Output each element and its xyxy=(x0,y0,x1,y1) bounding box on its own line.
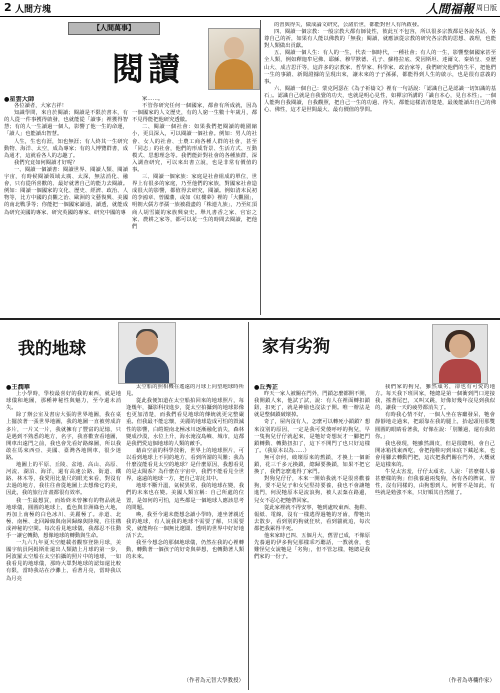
section-divider xyxy=(0,318,500,320)
edition-label: 周日版 xyxy=(476,4,497,12)
paragraph-list xyxy=(4,103,128,217)
paragraph: 我至今想念的那個地球儀，仍然在我的心裡轉動，轉動著一個孩子的好奇與夢想，也轉動著人類的未來。 xyxy=(126,540,244,561)
author-photo-robe xyxy=(215,59,253,89)
paragraph: 地球不斷升溫，氣候異常，我的地球在變，我們的未來也在變。美國人類宣稱：自己所處的位置，是如何的可怕，這些都是一個地球人應該思考的問題。 xyxy=(126,483,244,511)
paragraph: 從此家裡就不得安寧，牠到處咬東西、拖鞋、報紙、電線，沒有一樣逃得過牠的牙齒，帶牠出去散步，看到別的狗就狂吠，看到貓就追，每次都把我累得半死。 xyxy=(254,504,370,532)
paragraph: 地圖上的平原、丘陵、盆地、高山、高原、河流、湖泊、海洋，還有高速公路、街道、鐵路、林木等，我愛用比量尺的眼光來看，對沒有去過的地方，我往往會從地圖上去想像它的美，因此，我的旅行計畫都很有效率。 xyxy=(6,462,121,497)
paragraph: 六、閱讀一個自己：蒙克阿瑟在《為子祈禱文》裡有一句話說：「認識自己是認識一切知識的基石」。認識自己就是自我覺的功夫，也就是明心見性，如禪宗所講的「識自本心，見自本性」。一個人能夠自我閱讀，自我觀照，把自己一生的功過、得失、都能這樣清清楚楚，最後能讀出自己的佛心、佛性，這才是世間最大、最有價值的學問。 xyxy=(264,85,496,114)
paragraph: 有時我心情不好，一個人坐在客廳發呆，牠會靜靜地走過來，把頭靠在我的腿上，抬起頭用那雙圓圓的眼睛看著我，好像在說：「別難過，還有我陪你。」 xyxy=(375,412,495,440)
paragraph: 三、閱讀一個家族：家庭是社會組成的單位，世界上有很多的家庭，乃至他們的家族，對國家社會造成很大的影響，都值得去研究，閱讀。例如清末民初的李鴻章、曾國藩，或如《紅樓夢》裡的「大觀園」，明朝大儒方孝孺一族被殺盡的「株連九族」，乃至紅頂商人胡雪巖的家族興衰史。舉凡書香之家、官宦之家、農耕之家等，都可以花一生的時間去閱讀，把他們 xyxy=(132,174,257,230)
author-photo xyxy=(208,28,260,90)
article-column-3 xyxy=(264,22,496,316)
author-photo-suit xyxy=(125,357,169,383)
article-title: 家有劣狗 xyxy=(262,337,330,357)
author-photo-face xyxy=(136,331,158,355)
paragraph: 我們究竟如何閱讀才好呢？ xyxy=(14,159,78,166)
paragraph: 不管你研究任何一個國家，都會有所成就，因為一個國家的人文歷史，有的人窮一生數十年歲月，都不見得能把他研究透徹。 xyxy=(132,103,257,124)
author-photo xyxy=(432,324,488,384)
article-title: 閱讀 xyxy=(112,50,185,88)
paragraph: 家……。 xyxy=(142,96,164,102)
paragraph: 他來家時已四、五個月大，舊習已成，不像原先養過的伊多狗兒那樣乖巧聽話，一教就會，也難怪兒女說牠是「劣狗」，但不管怎樣，牠總是我們家的一份子。 xyxy=(254,532,370,561)
author-photo-face xyxy=(449,334,471,358)
paragraph: 各位讀者，大家吉祥！ xyxy=(14,103,67,110)
author-note: （作者為元智大學教授） xyxy=(183,678,244,684)
paragraph: 奇了，屋內沒有人，怎麼可以轉死小鎖鎖？想來沒別的原因，一定是我可愛傻呼呼的狗兒，早一隻狗兒仔仔就起來，是牠好奇想玩才一腳把門鎖轉動、轉動扭扣了，這下不開門了也只好這樣了。（我原本以為……） xyxy=(254,419,370,454)
article-author: ●丘秀芷 xyxy=(254,384,278,391)
article-author: ●王潤華 xyxy=(6,384,30,391)
paragraph: 我們家的狗兒，雖然頑劣，卻也有可愛的地方。每天我下班回家，牠總是第一個衝到門口迎接我，搖著尾巴，又叫又跳，好像好幾年沒見到我似的，讓我一天的疲勞都消失了。 xyxy=(375,384,495,412)
paragraph: 上小學時，學校最喜好的我的東西，就是地球儀和地圖，那種神秘性與魅力，至今還未消失。 xyxy=(6,391,121,412)
author-photo-face xyxy=(224,37,244,59)
author-note: （作者為專欄作家） xyxy=(445,678,495,684)
column-divider xyxy=(260,20,261,315)
article-column-2 xyxy=(375,384,495,674)
author-photo-top xyxy=(439,359,481,383)
paragraph: 知識學問，來自於閱讀；閱讀是不限於書本，有的人從一件事獲得啟發，也就能從「讀事」裡獲得智慧；有的人一生讀過一個人，影響了他一生的命運，「讀人」也能讀出智慧。 xyxy=(4,110,128,138)
article-column-1 xyxy=(6,384,121,690)
paragraph: 昨天一家人被關在門外，門鎖怎麼都開不開，我開鎖人來，他試了試，說：有人在裡面轉扣鎖鈕，扣死了，就是神偷也沒法子開。唯一辦法是就是整個鎖破壞掉。 xyxy=(254,391,370,419)
masthead: 人間福報 xyxy=(425,2,474,16)
paragraph: 喚，我至今還未能想念讀小學時，連坐著親近我的地球，有人說我的地球不需要了解，只需要愛，就能夠在一個無比遼闊、透明的世界中好好地活下去。 xyxy=(126,511,244,539)
paragraph: 藉由空前的科學技術，世界上的地球照片，可以看到地球上不同的地方，看到所謂的災難；我為什麼沒能看見太空的地球？是什麼原因，我想看見的是太陽系？為什麼在宇宙中，我們不能看見全世界，遠遠的地球一方，把自己寄託其中。 xyxy=(126,447,244,483)
paragraph: 我一生最想買，而始終未曾擁有的物品就是地球儀，圓圓的地球上，藍色與非洲綠色大地，再加上南極的白色冰川、美麗極了。赤道、北極、南極、北回歸線與南回歸線與陸塊，往往構成神秘的空間。每次看見地球儀，我都忍不住動手一讓它轉動，想像地球的轉動與生命。 xyxy=(6,497,121,539)
paragraph: 無可奈何，破壞原來的舊鎖，才換上一個新鎖，花三千多元換鎖，總歸要換鎖，如果不把它換了，我們怎麼進得了家門。 xyxy=(254,454,370,476)
paragraph: 對狗兒仔仔，本來一開始我就不是很喜歡養狗，要不是兒子和女兒堅持要養，我也不會讓牠進門，何況牠原本是流浪狗，被人丟棄在路邊，兒女不忍心把牠帶回家。 xyxy=(254,476,370,504)
paragraph: 一九六九年夏天空艇載者觀察登陸月球，美國宇航員阿姆斯壯還出人類踏上月球的第一步，阿波羅太空船在太空拍攝的照片中的地球，一如我看見的地球儀，那時大眾對地球的認知還比較有限，當時我站在沙灘上，看著月亮，當時我以為月亮 xyxy=(6,540,121,582)
page-number: 2 xyxy=(4,1,12,14)
paragraph: 從此我便知道在太空船拍回來的地球照片，每逢幾年，攝影科技進步，從太空拍攝到的地球影像也更加清楚，而我們看見地球的傳統就更完整嚴重。但我最不能忘懷，美麗的地球造成可怕的毀滅性的影響，白皚皚南北極冰川逐漸融化消失，森林變成沙漠，水位上升，海水淹沒島嶼、城市，這都是我們愛這個地球的人類的敵手。 xyxy=(126,398,244,447)
paragraph: 一、閱讀一個讀書：閱讀世界、閱讀人類、閱讀宇宙，有時候閱讀領域太廣、太深，無法消化、融會，只有從所喜歡的、最好就著自己的能力去閱讀。例如：閱讀一個國家的文化、歷史、經濟、政治、人物等，比方中國的貞觀之治、歐洲的文藝復興、美國的南北戰爭等；你能把一個國家讀通，讀透，就能成為研究美國的專家、研究英國的專家、研究中國的專 xyxy=(4,166,128,216)
paragraph: 我也發現，牠雖然調皮，但是很聰明，會自己開冰箱找東西吃，會把拖鞋叼到床底下藏起來，也會用腳去轉動門把，這次把我們關在門外，大概就是這樣來的。 xyxy=(375,440,495,469)
article-title: 我的地球 xyxy=(18,339,86,359)
article-column-2 xyxy=(126,384,244,674)
column-divider xyxy=(248,322,249,690)
paragraph: 五、閱讀一個人生：有人的一生，代表一個時代，一種社會；有人的一生，影響整個國家甚至全人類，例如釋迦牟尼佛、耶穌、穆罕默德、孔子、蘇格拉底、愛因斯坦、達爾文、秦始皇、亞歷山大、成吉思汗等，這許多的宗教家、哲學家、科學家、政治家等，我們研究他們的生平，把他們一生的事蹟、新聞證據的呈現出來，讓未來的子子孫孫，都能得到人生的啟示，也是很有意義的事。 xyxy=(264,50,496,85)
page-header xyxy=(0,0,500,17)
paragraph: 除了辦公室及書房大張的世界地圖，我在桌上擺放著一張世界地圖，我的地圖一直被剪成許多片，一片又一片，我就擁有了豐富的記憶，只是遇到不熟悉的地方，名字，我喜歡查看地圖，開車出遠門之前，我也會先看好路線圖，所以我敢在馬來西亞、美國、臺灣各地開車，很少迷路。 xyxy=(6,412,121,461)
paragraph: 太空船的照相機在遙遠的月球上向望地球時所見。 xyxy=(126,384,244,398)
paragraph: 牛兒太害羞，仔仔太頑劣。人說：「甚麼樣人養甚麼樣的狗」但我養過兩隻狗，各有各的脾氣、習性，沒有同樣的，由狗想到人，何嘗不是如此，有些就是勉強不來，只好順其自然罷了。 xyxy=(375,469,495,497)
paragraph: 的習與得失，做成論文研究，公諸於世，都能對世人有所啟發。 xyxy=(274,22,423,28)
article-column-1 xyxy=(254,384,370,690)
paragraph: 人生，生也有涯，知也無涯；有人終其一生研究動物、海洋、太空，成為專家；有的人博覽群書，成為通才，這就看各人的志趣了。 xyxy=(4,138,128,159)
section-name: 人間方塊 xyxy=(15,5,52,15)
article-author: ●星雲大師 xyxy=(4,96,35,103)
article-column-1 xyxy=(4,96,128,316)
paragraph: 二、閱讀一個社會：如果我們把閱讀的範圍縮小，更具深入，可以閱讀一個社會。例如：男人的社會、女人的社會、士農工商各種人群的社會，甚至「同志」的社會，他們的形成背景、生活方式、互動模式、思想理念等。我們能針對社會的各種族群，深入調查研究，可以來出書立說，也是非常有價值的事。 xyxy=(132,124,257,173)
author-photo xyxy=(118,322,176,384)
column-tag: 【人間萬事】 xyxy=(68,22,160,35)
article-column-2 xyxy=(132,96,257,316)
paragraph: 四、閱讀一個宗教：一般宗教大都有師徒性，彼此互不包容，所以很多宗教都是各說各話，各尊自己的祈，如果有人能以佛教的「無我」閱讀，就應該從宗教的研究各宗教的思想、義理，也能對人類做出貢獻。 xyxy=(264,29,496,50)
